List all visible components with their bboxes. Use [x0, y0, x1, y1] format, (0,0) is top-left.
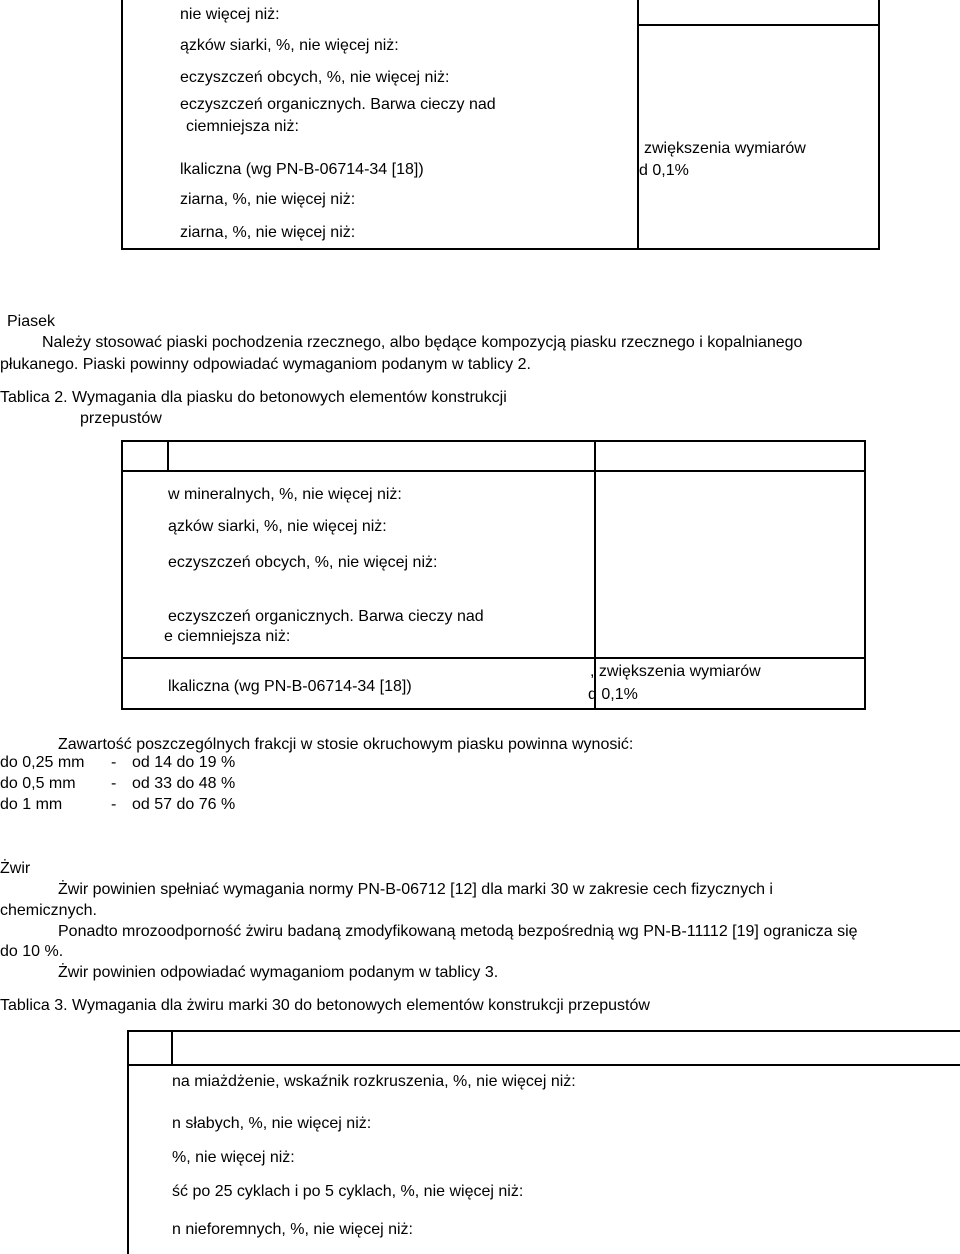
fraction-size-3: do 1 mm	[0, 796, 63, 813]
table-3-index-divider	[171, 1030, 173, 1064]
table-2-right-line-1: , zwiększenia wymiarów	[590, 663, 761, 680]
table-3-left-column	[172, 1066, 952, 1252]
table-2-row-5: lkaliczna (wg PN-B-06714-34 [18])	[168, 678, 412, 695]
piasek-paragraph-line-2: płukanego. Piaski powinny odpowiadać wymaganiom podanym w tablicy 2.	[0, 356, 531, 373]
table-3-row-3: %, nie więcej niż:	[172, 1149, 295, 1166]
table-2-right-column	[588, 659, 864, 708]
fraction-size-2: do 0,5 mm	[0, 775, 76, 792]
table-1-row-4b: ciemniejsza niż:	[186, 118, 299, 135]
table-3-row-2: n słabych, %, nie więcej niż:	[172, 1115, 372, 1132]
fractions-intro: Zawartość poszczególnych frakcji w stosie okruchowym piasku powinna wynosić:	[58, 736, 634, 753]
table-1-right-column	[639, 26, 878, 248]
table-2-caption-line-1: Tablica 2. Wymagania dla piasku do betonowych elementów konstrukcji	[0, 389, 507, 406]
table-2-row-2: ązków siarki, %, nie więcej niż:	[168, 518, 387, 535]
fraction-range-1: od 14 do 19 %	[132, 754, 236, 771]
section-heading-piasek: Piasek	[7, 313, 56, 330]
fraction-range-3: od 57 do 76 %	[132, 796, 236, 813]
table-2-left-column	[164, 472, 592, 708]
table-3-row-1: na miażdżenie, wskaźnik rozkruszenia, %, nie więcej niż:	[172, 1073, 576, 1090]
table-3-caption: Tablica 3. Wymagania dla żwiru marki 30 do betonowych elementów konstrukcji przepustów	[0, 997, 650, 1014]
zwir-p1-line-2: chemicznych.	[0, 902, 97, 919]
table-2-caption-line-2: przepustów	[80, 410, 162, 427]
table-1-right-line-1: zwiększenia wymiarów	[644, 140, 806, 157]
table-2-index-divider	[167, 440, 169, 472]
table-2-row-3: eczyszczeń obcych, %, nie więcej niż:	[168, 554, 438, 571]
fraction-range-2: od 33 do 48 %	[132, 775, 236, 792]
table-1-row-3: eczyszczeń obcych, %, nie więcej niż:	[180, 69, 450, 86]
table-2-right-line-2: d 0,1%	[588, 686, 638, 703]
zwir-p2-line-1: Ponadto mrozoodporność żwiru badaną zmodyfikowaną metodą bezpośrednią wg PN-B-11112 [19] ogranicza się	[58, 923, 858, 940]
table-1-row-5: lkaliczna (wg PN-B-06714-34 [18])	[180, 161, 424, 178]
table-3-row-5: n nieforemnych, %, nie więcej niż:	[172, 1221, 413, 1238]
table-3-row-4: ść po 25 cyklach i po 5 cyklach, %, nie więcej niż:	[172, 1183, 524, 1200]
piasek-paragraph-line-1: Należy stosować piaski pochodzenia rzecznego, albo będące kompozycją piasku rzecznego i kopalnianego	[42, 334, 803, 351]
table-1-row-4a: eczyszczeń organicznych. Barwa cieczy nad	[180, 96, 496, 113]
table-2-row-1: w mineralnych, %, nie więcej niż:	[168, 486, 402, 503]
zwir-p2-line-2: do 10 %.	[0, 943, 64, 960]
table-1-row-1: nie więcej niż:	[180, 6, 280, 23]
fraction-dash-1: -	[111, 754, 117, 771]
table-2-row-4b: e ciemniejsza niż:	[164, 628, 291, 645]
table-1-right-line-2: d 0,1%	[639, 162, 689, 179]
fraction-dash-3: -	[111, 796, 117, 813]
table-1-left-column	[180, 0, 635, 248]
table-1-row-7: ziarna, %, nie więcej niż:	[180, 224, 356, 241]
fraction-size-1: do 0,25 mm	[0, 754, 85, 771]
fraction-dash-2: -	[111, 775, 117, 792]
zwir-p1-line-1: Żwir powinien spełniać wymagania normy PN-B-06712 [12] dla marki 30 w zakresie cech fizycznych i	[58, 881, 773, 898]
table-1-row-2: ązków siarki, %, nie więcej niż:	[180, 37, 399, 54]
section-heading-zwir: Żwir	[0, 860, 31, 877]
table-1-row-6: ziarna, %, nie więcej niż:	[180, 191, 356, 208]
table-2-row-4a: eczyszczeń organicznych. Barwa cieczy nad	[168, 608, 484, 625]
zwir-p3: Żwir powinien odpowiadać wymaganiom podanym w tablicy 3.	[58, 964, 499, 981]
